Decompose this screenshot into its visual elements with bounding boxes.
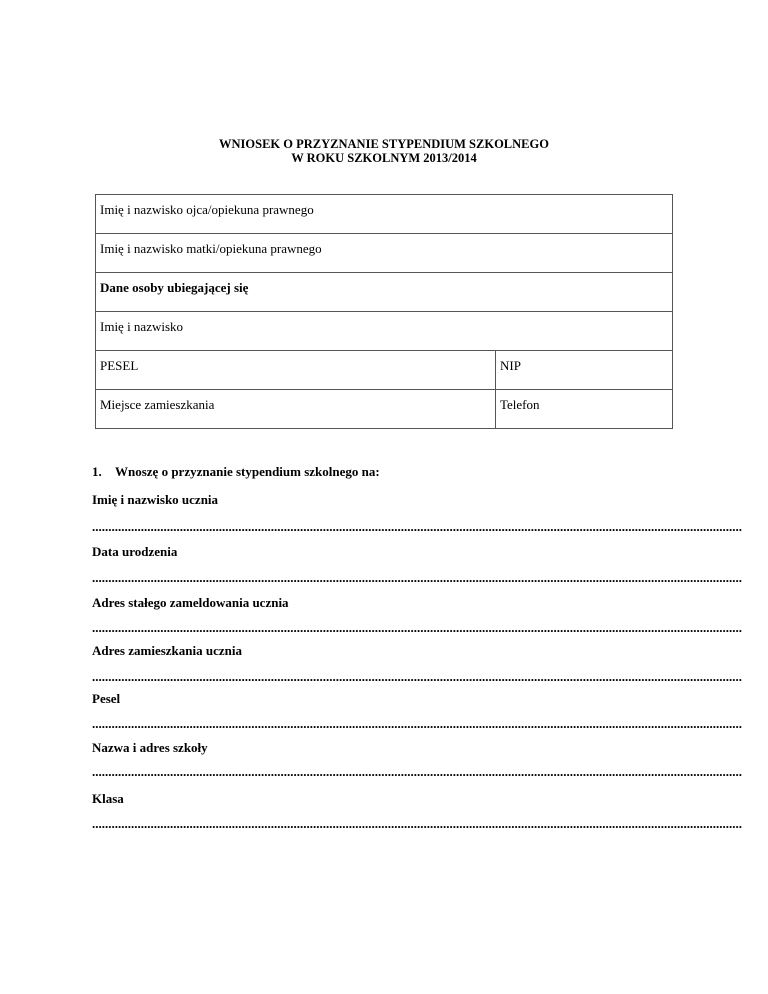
section-number: 1.: [92, 464, 102, 479]
birth-date-line[interactable]: ........................................................................................................................................................................................................: [92, 570, 742, 585]
table-row: [96, 195, 673, 234]
table-row: [96, 312, 673, 351]
section-heading-text: Wnoszę o przyznanie stypendium szkolnego na:: [115, 464, 380, 479]
student-name-label: Imię i nazwisko ucznia: [92, 492, 219, 507]
form-title-line-1: WNIOSEK O PRZYZNANIE STYPENDIUM SZKOLNEGO: [219, 137, 549, 151]
school-name-address-label: Nazwa i adres szkoły: [92, 740, 208, 755]
school-name-address-line[interactable]: ........................................................................................................................................................................................................: [92, 764, 742, 779]
student-name-line[interactable]: ........................................................................................................................................................................................................: [92, 519, 742, 534]
nip-field[interactable]: NIP: [496, 351, 673, 390]
table-row: [96, 273, 673, 312]
pesel-field[interactable]: PESEL: [96, 351, 496, 390]
applicant-section-header: Dane osoby ubiegającej się: [96, 273, 673, 312]
registered-address-label: Adres stałego zameldowania ucznia: [92, 595, 289, 610]
residence-address-line[interactable]: ........................................................................................................................................................................................................: [92, 669, 742, 684]
table-row: [96, 351, 673, 390]
phone-field[interactable]: Telefon: [496, 390, 673, 429]
birth-date-label: Data urodzenia: [92, 544, 178, 559]
table-row: [96, 390, 673, 429]
class-line[interactable]: ........................................................................................................................................................................................................: [92, 816, 742, 831]
section-1-heading: [92, 464, 380, 480]
residence-address-label: Adres zamieszkania ucznia: [92, 643, 242, 658]
registered-address-line[interactable]: ........................................................................................................................................................................................................: [92, 620, 742, 635]
residence-field[interactable]: Miejsce zamieszkania: [96, 390, 496, 429]
class-label: Klasa: [92, 791, 124, 806]
mother-name-field[interactable]: Imię i nazwisko matki/opiekuna prawnego: [96, 234, 673, 273]
table-row: [96, 234, 673, 273]
father-name-field[interactable]: Imię i nazwisko ojca/opiekuna prawnego: [96, 195, 673, 234]
student-pesel-label: Pesel: [92, 691, 121, 706]
applicant-name-field[interactable]: Imię i nazwisko: [96, 312, 673, 351]
applicant-info-table: [95, 194, 673, 429]
student-pesel-line[interactable]: ........................................................................................................................................................................................................: [92, 716, 742, 731]
form-title-line-2: W ROKU SZKOLNYM 2013/2014: [291, 151, 477, 165]
